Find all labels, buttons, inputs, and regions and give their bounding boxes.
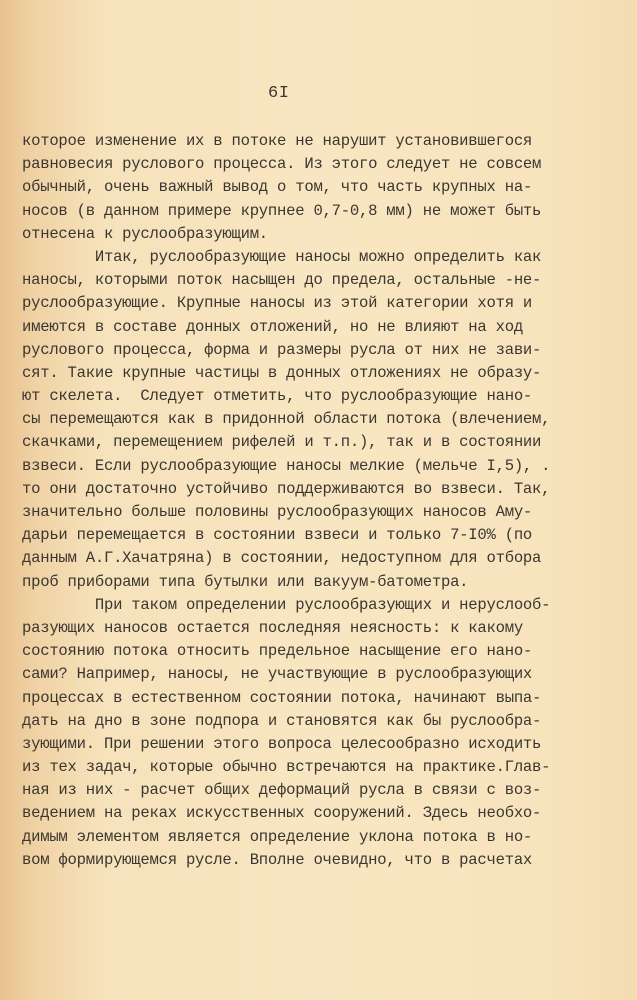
text-line: имеются в составе донных отложений, но не влияют на ход	[22, 317, 523, 336]
text-line: наносы, которыми поток насыщен до предела, остальные -не-	[22, 271, 542, 290]
text-line: равновесия руслового процесса. Из этого следует не совсем	[22, 155, 542, 174]
text-line: зующими. При решении этого вопроса целесообразно исходить	[22, 734, 542, 753]
paragraph-start-line: При таком определении руслообразующих и неруслооб-	[22, 595, 551, 614]
text-line: ют скелета. Следует отметить, что руслообразующие нано-	[22, 387, 533, 406]
text-line: обычный, очень важный вывод о том, что часть крупных на-	[22, 178, 533, 197]
text-line: вом формирующемся русле. Вполне очевидно, что в расчетах	[22, 850, 533, 869]
text-line: носов (в данном примере крупнее 0,7-0,8 мм) не может быть	[22, 201, 542, 220]
text-line: разующих наносов остается последняя неясность: к какому	[22, 618, 523, 637]
text-line: процессах в естественном состоянии потока, начинают выпа-	[22, 688, 542, 707]
text-line: из тех задач, которые обычно встречаются на практике.Глав-	[22, 758, 551, 777]
text-line: которое изменение их в потоке не нарушит установившегося	[22, 132, 533, 150]
text-line: сами? Например, наносы, не участвующие в руслообразующих	[22, 665, 533, 684]
text-line: дать на дно в зоне подпора и становятся как бы руслообра-	[22, 711, 542, 730]
text-line: данным А.Г.Хачатряна) в состоянии, недоступном для отбора	[22, 549, 542, 568]
text-line: отнесена к руслообразующим.	[22, 224, 268, 243]
text-line: ведением на реках искусственных сооружений. Здесь необхо-	[22, 804, 542, 823]
text-line: состоянию потока относить предельное насыщение его нано-	[22, 642, 533, 661]
text-line: димым элементом является определение уклона потока в но-	[22, 827, 533, 846]
text-line: взвеси. Если руслообразующие наносы мелкие (мельче I,5), .	[22, 456, 551, 475]
text-line: значительно больше половины руслообразующих наносов Аму-	[22, 503, 533, 521]
text-line: сят. Такие крупные частицы в донных отложениях не образу-	[22, 363, 542, 382]
text-line: сы перемещаются как в придонной области потока (влечением,	[22, 410, 551, 429]
text-line: руслообразующие. Крупные наносы из этой категории хотя и	[22, 294, 533, 313]
text-line: скачками, перемещением рифелей и т.п.), так и в состоянии	[22, 433, 542, 452]
text-line: проб приборами типа бутылки или вакуум-батометра.	[22, 572, 469, 591]
text-line: ная из них - расчет общих деформаций русла в связи с воз-	[22, 781, 542, 800]
text-line: то они достаточно устойчиво поддерживаются во взвеси. Так,	[22, 479, 551, 498]
page-number: 6I	[268, 84, 290, 103]
text-line: дарьи перемещается в состоянии взвеси и только 7-I0% (по	[22, 526, 533, 545]
text-line: руслового процесса, форма и размеры русла от них не зави-	[22, 340, 542, 359]
body-text	[22, 130, 551, 872]
paragraph-start-line: Итак, руслообразующие наносы можно определить как	[22, 247, 542, 266]
